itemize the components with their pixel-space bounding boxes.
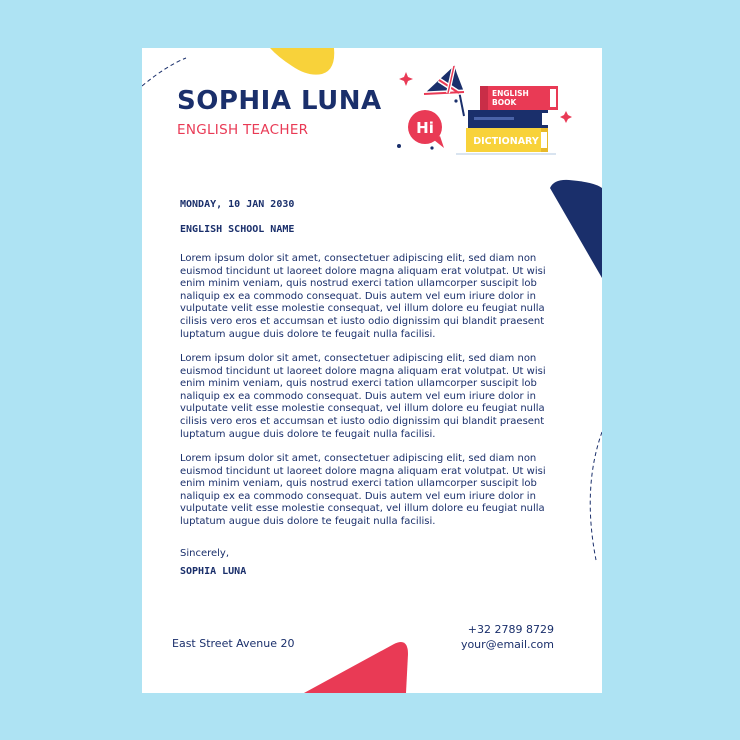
teacher-role: ENGLISH TEACHER — [177, 122, 309, 138]
books-illustration — [396, 56, 576, 156]
yellow-blob-shape — [270, 48, 334, 75]
english-book — [480, 86, 558, 110]
paragraph-line: luptatum augue duis dolore te feugait nulla facilisi. — [180, 428, 436, 440]
body-paragraph-3 — [180, 453, 546, 529]
dot-icon — [454, 99, 457, 102]
closing-text: Sincerely, — [180, 548, 230, 559]
paragraph-line: Lorem ipsum dolor sit amet, consectetuer adipiscing elit, sed diam non — [180, 453, 537, 464]
shelf-line — [456, 153, 556, 155]
book-bottom-label: DICTIONARY — [473, 136, 539, 147]
navy-book — [468, 110, 548, 128]
dot-icon — [397, 144, 401, 148]
school-name: ENGLISH SCHOOL NAME — [180, 224, 295, 235]
paragraph-line: Lorem ipsum dolor sit amet, consectetuer adipiscing elit, sed diam non — [180, 253, 537, 264]
signature-name: SOPHIA LUNA — [180, 566, 247, 577]
sparkle-icon — [560, 111, 572, 123]
paragraph-line: luptatum augue duis dolore te feugait nulla facilisi. — [180, 328, 436, 340]
uk-flag-icon — [424, 66, 464, 116]
paragraph-line: enim minim veniam, quis nostrud exerci tation ullamcorper suscipit lob — [180, 278, 537, 290]
paragraph-line: enim minim veniam, quis nostrud exerci tation ullamcorper suscipit lob — [180, 478, 537, 490]
book-top-label-line1: ENGLISH — [492, 89, 529, 98]
paragraph-line: euismod tincidunt ut laoreet dolore magna aliquam erat volutpat. Ut wisi — [180, 465, 546, 477]
dashed-arc-right — [590, 432, 602, 560]
dot-icon — [430, 146, 433, 149]
teacher-name: SOPHIA LUNA — [177, 86, 382, 116]
footer-email: your@email.com — [460, 638, 554, 651]
speech-bubble-text: Hi — [416, 119, 434, 137]
paragraph-line: naliquip ex ea commodo consequat. Duis autem vel eum iriure dolor in — [180, 490, 536, 502]
paragraph-line: vulputate velit esse molestie consequat, vel illum dolore eu feugiat nulla — [180, 503, 545, 515]
red-triangle-shape — [304, 642, 408, 693]
hi-speech-bubble — [408, 110, 444, 148]
body-paragraph-1 — [180, 253, 546, 341]
paragraph-line: euismod tincidunt ut laoreet dolore magna aliquam erat volutpat. Ut wisi — [180, 365, 546, 377]
letter-date: MONDAY, 10 JAN 2030 — [180, 199, 295, 210]
navy-triangle-shape — [550, 180, 602, 278]
paragraph-line: vulputate velit esse molestie consequat, vel illum dolore eu feugiat nulla — [180, 403, 545, 415]
paragraph-line: naliquip ex ea commodo consequat. Duis autem vel eum iriure dolor in — [180, 390, 536, 402]
footer-address: East Street Avenue 20 — [172, 637, 295, 650]
letterhead-page — [142, 48, 602, 693]
book-top-label-line2: BOOK — [492, 98, 517, 107]
paragraph-line: luptatum augue duis dolore te feugait nulla facilisi. — [180, 515, 436, 527]
body-paragraph-2 — [180, 353, 546, 441]
paragraph-line: Lorem ipsum dolor sit amet, consectetuer adipiscing elit, sed diam non — [180, 353, 537, 364]
dictionary-book — [466, 128, 548, 152]
dashed-arc-top-left — [142, 58, 186, 86]
footer-phone: +32 2789 8729 — [467, 623, 554, 636]
paragraph-line: cilisis vero eros et accumsan et iusto odio dignissim qui blandit praesent — [180, 415, 545, 427]
paragraph-line: euismod tincidunt ut laoreet dolore magna aliquam erat volutpat. Ut wisi — [180, 265, 546, 277]
paragraph-line: naliquip ex ea commodo consequat. Duis autem vel eum iriure dolor in — [180, 290, 536, 302]
sparkle-icon — [399, 72, 413, 86]
paragraph-line: enim minim veniam, quis nostrud exerci tation ullamcorper suscipit lob — [180, 378, 537, 390]
paragraph-line: vulputate velit esse molestie consequat, vel illum dolore eu feugiat nulla — [180, 303, 545, 315]
paragraph-line: cilisis vero eros et accumsan et iusto odio dignissim qui blandit praesent — [180, 315, 545, 327]
